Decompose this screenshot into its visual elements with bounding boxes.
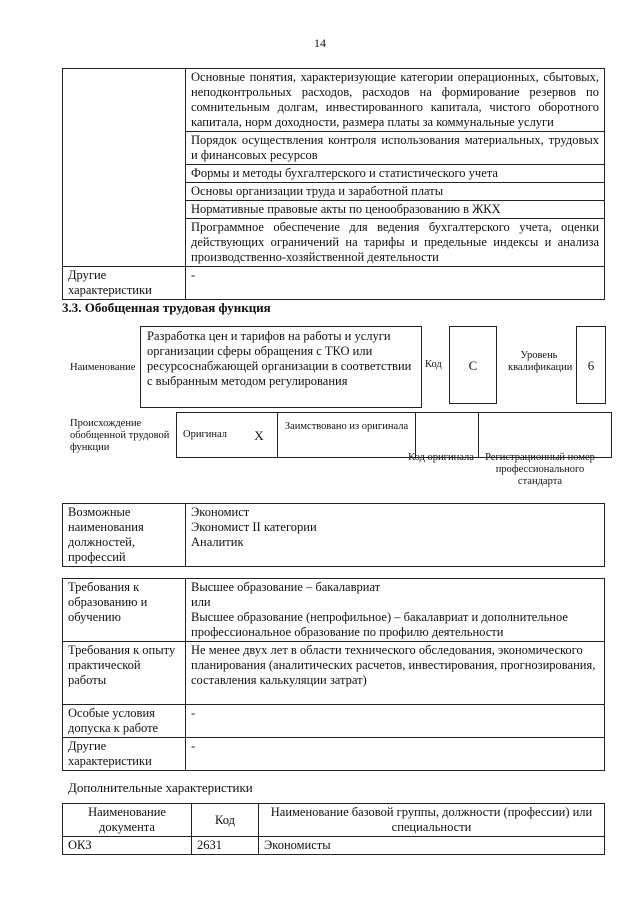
requirement-value: - bbox=[186, 738, 605, 771]
other-characteristics-value: - bbox=[186, 267, 605, 300]
table-row bbox=[63, 738, 605, 771]
reg-number-caption: Регистрационный номер профессионального стандарта bbox=[485, 452, 595, 487]
positions-label: Возможные наименования должностей, профессий bbox=[63, 504, 186, 567]
column-header: Код bbox=[192, 804, 259, 837]
requirement-line: Высшее образование (непрофильное) – бакалавриат и дополнительное профессиональное образование по профилю деятельности bbox=[191, 610, 568, 639]
table-cell: ОКЗ bbox=[63, 837, 192, 855]
table-row bbox=[177, 413, 612, 458]
knowledge-cell: Программное обеспечение для ведения бухгалтерского учета, оценки действующих ограничений на тарифы и предельные индексы и анализа производственно-хозяйственной деятельности bbox=[186, 219, 605, 267]
requirement-line: Высшее образование – бакалавриат bbox=[191, 580, 381, 594]
knowledge-table bbox=[62, 68, 605, 300]
table-row bbox=[63, 267, 605, 300]
table-row bbox=[63, 642, 605, 705]
table-row bbox=[63, 705, 605, 738]
code-original-caption: Код оригинала bbox=[408, 452, 474, 463]
position-item: Экономист bbox=[191, 505, 250, 519]
knowledge-cell: Формы и методы бухгалтерского и статистического учета bbox=[186, 165, 605, 183]
requirement-line: или bbox=[191, 595, 211, 609]
table-row bbox=[63, 69, 605, 132]
function-name-box: Разработка цен и тарифов на работы и услуги организации сферы обращения с ТКО или ресурсоснабжающей организации в соответствии с выбранным методом регулирования bbox=[140, 326, 422, 408]
qualification-level-box: 6 bbox=[576, 326, 606, 404]
table-row bbox=[63, 579, 605, 642]
code-label: Код bbox=[425, 359, 442, 370]
additional-title: Дополнительные характеристики bbox=[68, 780, 253, 795]
table-cell: Экономисты bbox=[259, 837, 605, 855]
name-label: Наименование bbox=[70, 362, 136, 373]
knowledge-cell: Основы организации труда и заработной платы bbox=[186, 183, 605, 201]
requirement-value bbox=[186, 579, 605, 642]
position-item: Аналитик bbox=[191, 535, 244, 549]
original-mark: X bbox=[241, 413, 278, 458]
positions-values bbox=[186, 504, 605, 567]
section-title: 3.3. Обобщенная трудовая функция bbox=[62, 300, 271, 315]
position-item: Экономист II категории bbox=[191, 520, 317, 534]
requirement-label: Другие характеристики bbox=[63, 738, 186, 771]
borrowed-label: Заимствовано из оригинала bbox=[278, 413, 416, 458]
additional-table bbox=[62, 803, 605, 855]
requirement-label: Особые условия допуска к работе bbox=[63, 705, 186, 738]
table-row bbox=[63, 504, 605, 567]
table-row bbox=[63, 837, 605, 855]
knowledge-cell: Нормативные правовые акты по ценообразованию в ЖКХ bbox=[186, 201, 605, 219]
code-original-cell bbox=[416, 413, 479, 458]
origin-label: Происхождение обобщенной трудовой функции bbox=[70, 418, 170, 453]
table-cell: 2631 bbox=[192, 837, 259, 855]
reg-number-cell bbox=[479, 413, 612, 458]
requirement-line: Не менее двух лет в области технического обследования, экономического планирования (аналитических расчетов, инвестирования, прогнозирования, составления калькуляции затрат) bbox=[191, 643, 596, 687]
column-header: Наименование базовой группы, должности (профессии) или специальности bbox=[259, 804, 605, 837]
requirement-label: Требования к опыту практической работы bbox=[63, 642, 186, 705]
other-characteristics-label: Другие характеристики bbox=[63, 267, 186, 300]
knowledge-label-cell bbox=[63, 69, 186, 267]
requirement-value: - bbox=[186, 705, 605, 738]
qualification-level-label: Уровень квалификации bbox=[508, 350, 573, 373]
code-value-box: C bbox=[449, 326, 497, 404]
column-header: Наименование документа bbox=[63, 804, 192, 837]
table-header-row bbox=[63, 804, 605, 837]
requirement-label: Требования к образованию и обучению bbox=[63, 579, 186, 642]
knowledge-cell: Основные понятия, характеризующие категории операционных, сбытовых, неподконтрольных расходов, расходов на формирование резервов по сомнительным долгам, инвестированного капитала, чистого оборотного капитала, норм доходности, размера платы за коммунальные услуги bbox=[186, 69, 605, 132]
requirements-table bbox=[62, 578, 605, 771]
requirement-value bbox=[186, 642, 605, 705]
positions-table bbox=[62, 503, 605, 567]
knowledge-cell: Порядок осуществления контроля использования материальных, трудовых и финансовых ресурсов bbox=[186, 132, 605, 165]
original-label: Оригинал bbox=[177, 413, 242, 458]
page-number: 14 bbox=[314, 36, 326, 50]
